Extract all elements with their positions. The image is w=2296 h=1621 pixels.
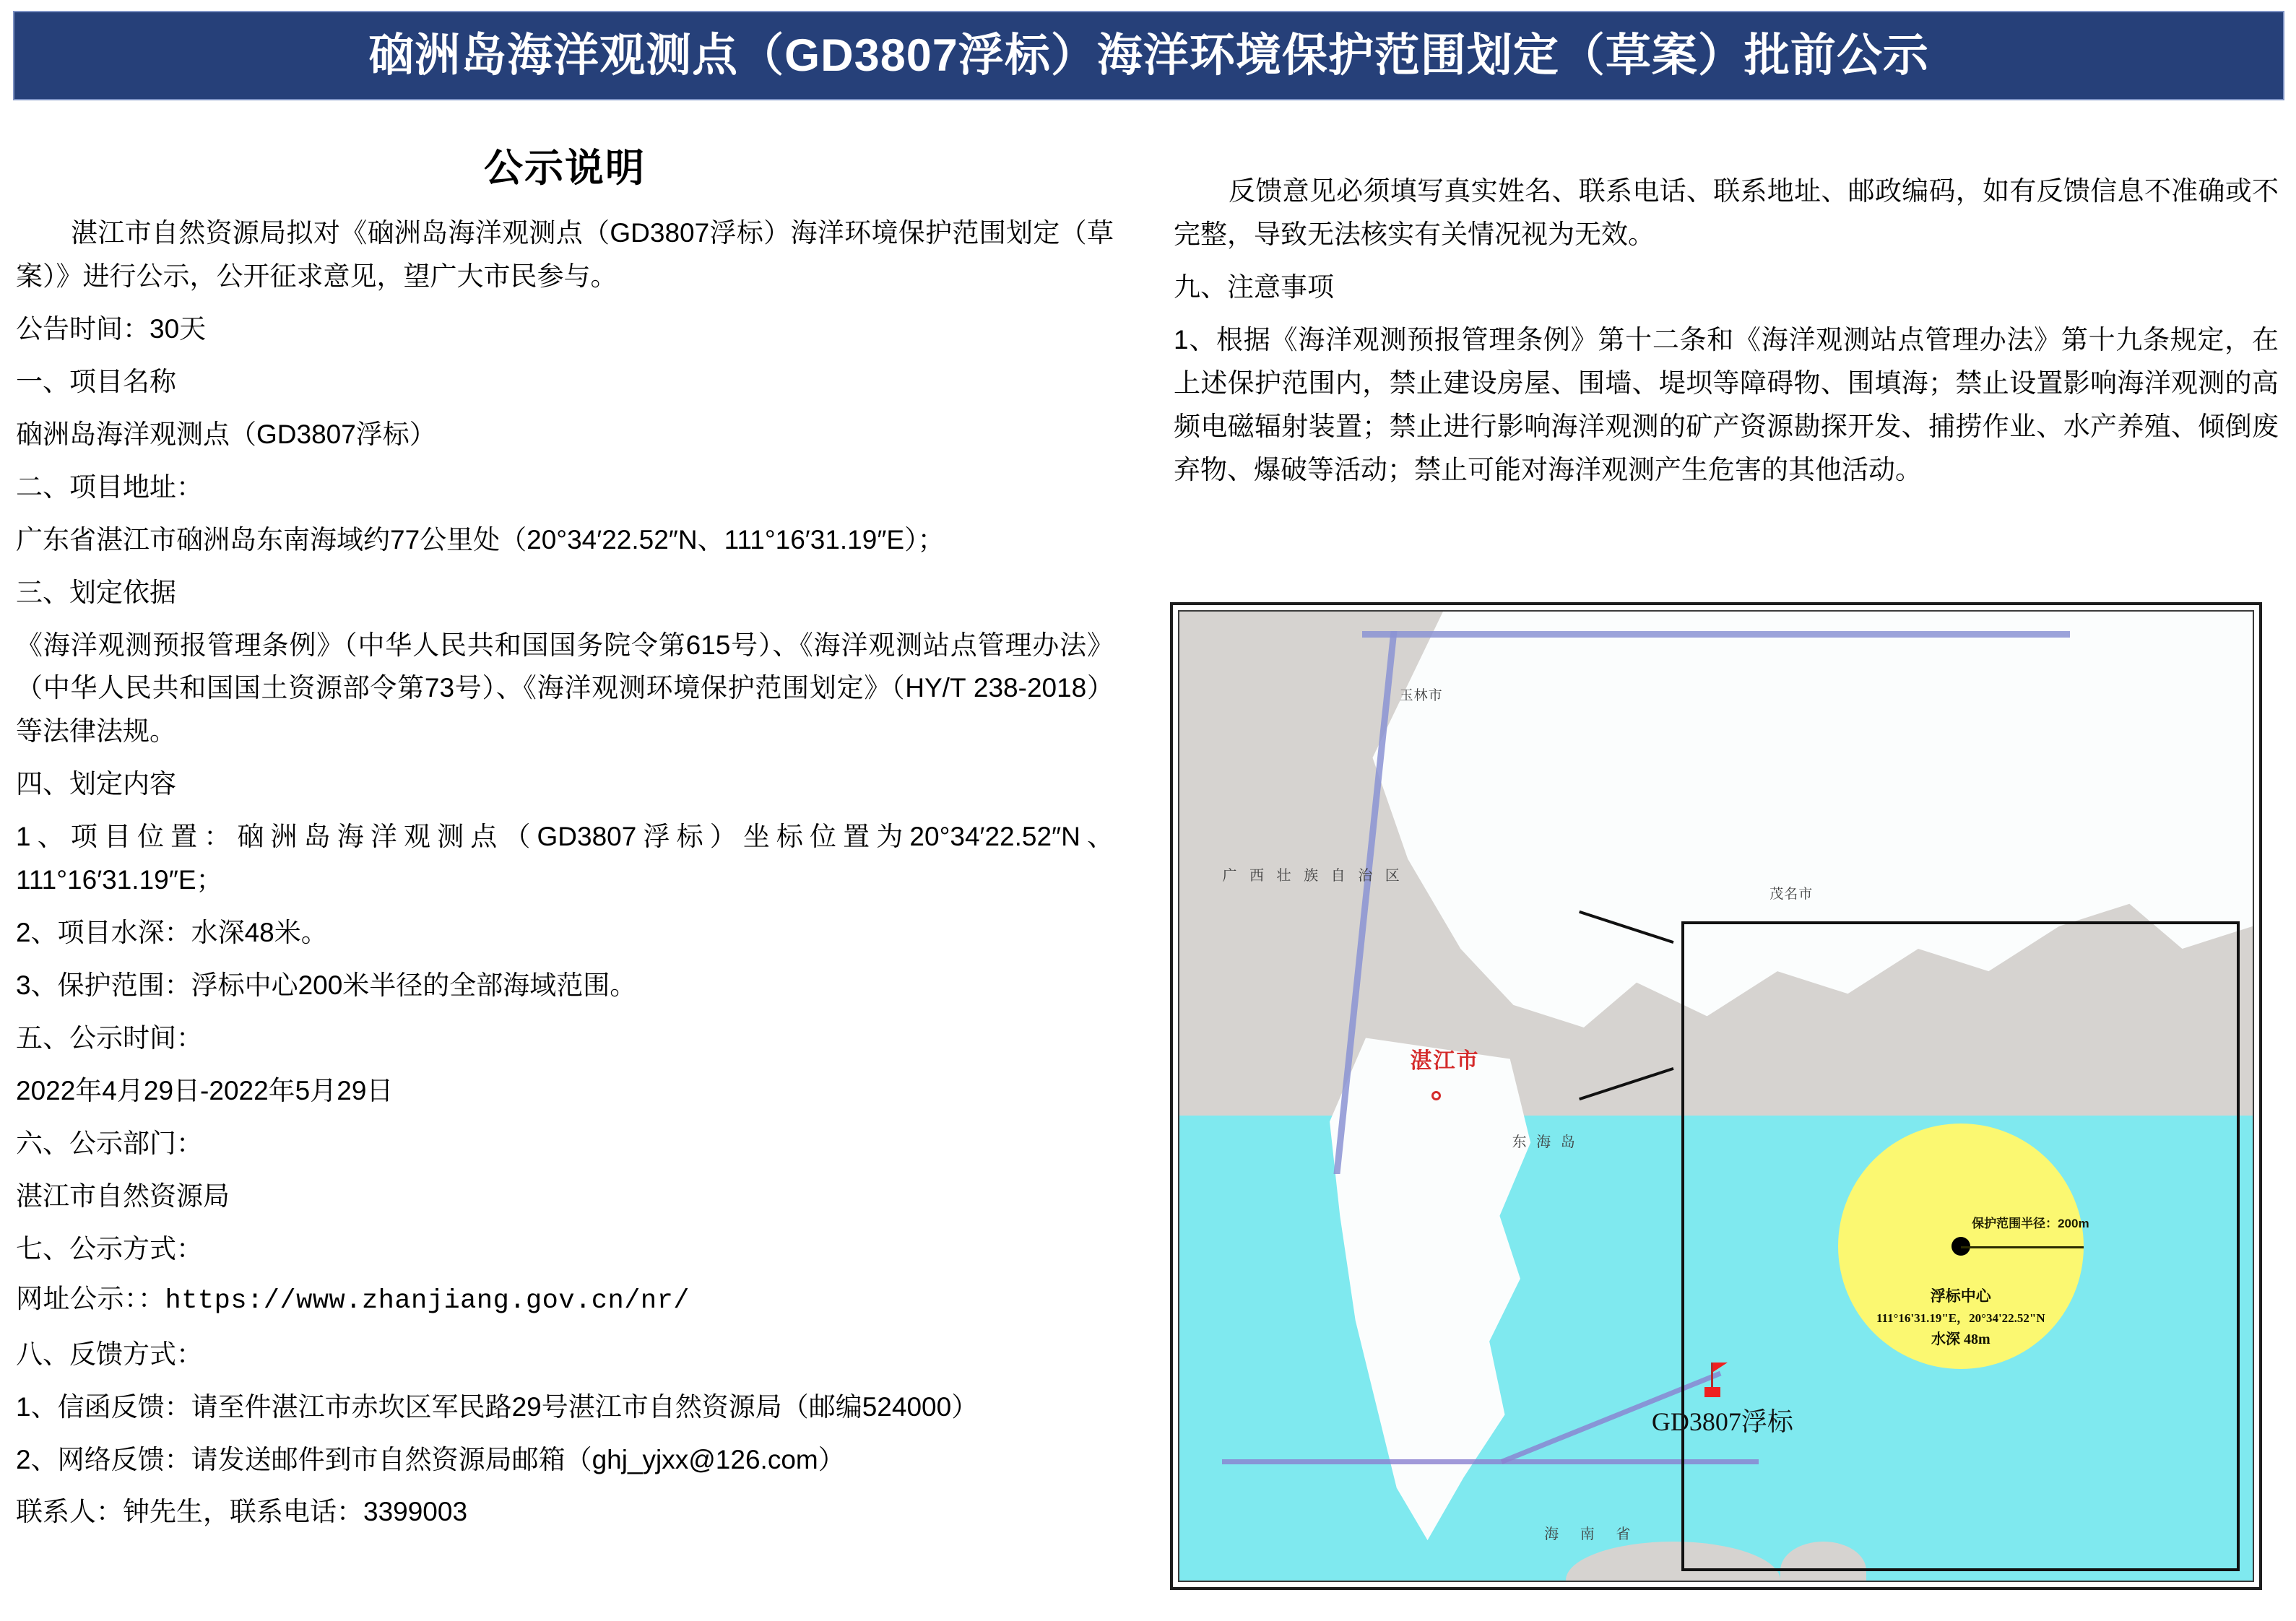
intro-paragraph: 湛江市自然资源局拟对《硇洲岛海洋观测点（GD3807浮标）海洋环境保护范围划定（草案）》进行公示，公开征求意见，望广大市民参与。 <box>16 218 1114 291</box>
publicity-url[interactable]: 网址公示：：https://www.zhanjiang.gov.cn/nr/ <box>16 1285 690 1316</box>
project-name-value: 硇洲岛海洋观测点（GD3807浮标） <box>16 419 436 449</box>
map-label-donghai-island: 东 海 岛 <box>1512 1134 1578 1150</box>
radius-label: 保护范围半径：200m <box>1972 1216 2089 1230</box>
page-title: 硇洲岛海洋观测点（GD3807浮标）海洋环境保护范围划定（草案）批前公示 <box>368 30 1929 81</box>
contact-person-line: 联系人：钟先生，联系电话：3399003 <box>16 1497 468 1527</box>
feedback-requirements: 反馈意见必须填写真实姓名、联系电话、联系地址、邮政编码，如有反馈信息不准确或不完整，导致无法核实有关情况视为无效。 <box>1174 176 2279 249</box>
scope-item-protection-range: 3、保护范围：浮标中心200米半径的全部海域范围。 <box>16 970 637 1001</box>
scope-item-depth: 2、项目水深：水深48米。 <box>16 918 328 948</box>
protection-range-callout <box>1681 921 2240 1570</box>
precautions-item-1: 1、根据《海洋观测预报管理条例》第十二条和《海洋观测站点管理办法》第十九条规定，在上述保护范围内，禁止建设房屋、围墙、堤坝等障碍物、围填海；禁止设置影响海洋观测的高频电磁辐射装置；禁止进行影响海洋观测的矿产资源勘探开发、捕捞作业、水产养殖、倾倒废弃物、爆破等活动；禁止可能对海洋观测产生危害的其他活动。 <box>1174 324 2279 484</box>
callout-coordinates: 111°16'31.19"E，20°34'22.52"N <box>1876 1311 2045 1326</box>
scope-item-position: 1、项目位置：硇洲岛海洋观测点（GD3807浮标）坐标位置为20°34′22.52″N、111°16′31.19″E； <box>16 822 1114 895</box>
map-label-guangxi: 广 西 壮 族 自 治 区 <box>1222 867 1404 884</box>
map-label-hainan: 海 南 省 <box>1544 1526 1639 1543</box>
map-label-yulin: 玉林市 <box>1399 687 1443 703</box>
publicity-department-value: 湛江市自然资源局 <box>16 1181 230 1211</box>
project-address-value: 广东省湛江市硇洲岛东南海域约77公里处（20°34′22.52″N、111°16′31.19″E）； <box>16 524 945 555</box>
heading-project-address: 二、项目地址： <box>16 471 203 502</box>
heading-publicity-method: 七、公示方式： <box>16 1233 203 1264</box>
map-sea-boundary-line <box>1222 1459 1759 1464</box>
callout-depth: 水深 48m <box>1931 1331 1990 1348</box>
heading-publicity-period: 五、公示时间： <box>16 1023 203 1053</box>
map-buoy-label: GD3807浮标 <box>1651 1407 1793 1436</box>
page-header-banner <box>13 11 2284 100</box>
publicity-period-value: 2022年4月29日-2022年5月29日 <box>16 1075 394 1105</box>
legal-basis-value: 《海洋观测预报管理条例》（中华人民共和国国务院令第615号）、《海洋观测站点管理办法》（中华人民共和国国土资源部令第73号）、《海洋观测环境保护范围划定》（HY/T 238-2018）等法律法规。 <box>16 630 1114 747</box>
map-label-zhanjiang: 湛江市 <box>1410 1049 1480 1074</box>
radius-indicator-line <box>1961 1246 2084 1248</box>
feedback-by-letter: 1、信函反馈：请至件湛江市赤坎区军民路29号湛江市自然资源局（邮编524000） <box>16 1391 979 1422</box>
feedback-by-email: 2、网络反馈：请发送邮件到市自然资源局邮箱（ghj_yjxx@126.com） <box>16 1444 845 1474</box>
heading-feedback-method: 八、反馈方式： <box>16 1339 203 1369</box>
map-label-maoming: 茂名市 <box>1769 886 1814 902</box>
heading-project-name: 一、项目名称 <box>16 366 176 396</box>
section-title-notice: 公示说明 <box>484 147 646 190</box>
left-text-column <box>16 137 1114 1543</box>
map-canvas <box>1178 610 2254 1582</box>
map-leizhou-peninsula <box>1330 1038 1587 1561</box>
heading-legal-basis: 三、划定依据 <box>16 577 176 607</box>
heading-scope-content: 四、划定内容 <box>16 769 176 799</box>
heading-publicity-department: 六、公示部门： <box>16 1128 203 1158</box>
location-map <box>1170 602 2262 1590</box>
callout-caption-block <box>1876 1285 2045 1348</box>
callout-center-label: 浮标中心 <box>1930 1287 1991 1305</box>
right-text-column <box>1174 170 2279 501</box>
heading-precautions: 九、注意事项 <box>1174 271 1334 302</box>
map-province-border-north <box>1362 631 2071 638</box>
announce-period: 公告时间：30天 <box>16 313 207 344</box>
